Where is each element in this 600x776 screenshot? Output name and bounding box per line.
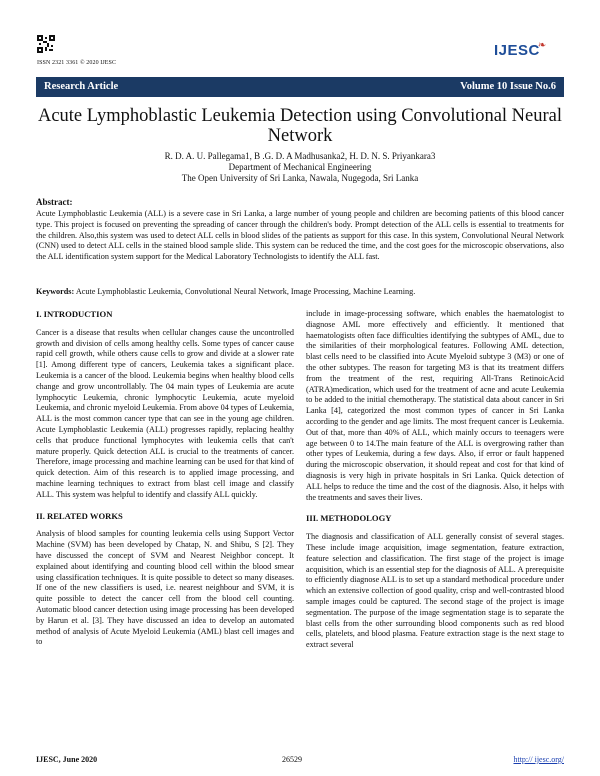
logo-text: IJESC bbox=[494, 42, 540, 59]
abstract-text: Acute Lymphoblastic Leukemia (ALL) is a severe case in Sri Lanka, a large number of young people and children are becoming patients of this blood cancer type. This project is focused on preventing the spreading of cancer through the children's body. Prompt detection of the ALL cells is essential to treatments for the children. Also,this system was used to detect ALL cells in blood slides of the patients as support for this case. In this system, Convolutional Neural Network (CNN) used to detect ALL cells in the stained blood sample slide. This system can be reduced the time, and the cost goes for the microscopic observations, also the ALL identification system support for the Medical Laboratory Technologists to identify the ALL fast. bbox=[36, 209, 564, 262]
volume-issue: Volume 10 Issue No.6 bbox=[460, 81, 556, 92]
author-block bbox=[36, 151, 564, 184]
intro-paragraph: Cancer is a disease that results when cellular changes cause the uncontrolled growth and division of cells among healthy cells. Some types of cancer cause rapid cell growth, while others cause cells to grow and divide at a slower rate [1]. Among different type of cancers, Leukemia takes a significant place. Leukemia is a cancer of the blood. Leukemia begins when healthy blood cells change and grow uncontrollably. The 04 main types of Leukemia are acute lymphocytic Leukemia, chronic lymphocytic Leukemia, acute myeloid Leukemia, and chronic myeloid Leukemia. From above 04 types of Leukemia, ALL is the most common cancer type that can see in the young age children. Acute Lymphoblastic Leukemia (ALL) progresses rapidly, replacing healthy cells that produce functional lymphocytes with leukemia cells that can't mature properly. Quick detection ALL is crucial to the treatments of cancer. Therefore, image processing and machine learning can be used for that kind of quick detection. Aim of this research is to applied image processing, and machine learning techniques to extract from blast cell image and classify ALL. This system was helpful to identify and classify ALL quickly. bbox=[36, 327, 294, 499]
method-heading: III. METHODOLOGY bbox=[306, 513, 392, 524]
right-column bbox=[306, 309, 564, 661]
page-number: 26529 bbox=[282, 755, 302, 764]
footer-journal-date: IJESC, June 2020 bbox=[36, 755, 98, 764]
paper-title: Acute Lymphoblastic Leukemia Detection using Convolutional Neural Network bbox=[37, 106, 563, 146]
abstract-heading: Abstract: bbox=[36, 197, 73, 207]
intro-heading: I. INTRODUCTION bbox=[36, 309, 113, 319]
keywords-label: Keywords: bbox=[36, 287, 75, 296]
related-continued-paragraph: include in image-processing software, which enables the haematologist to diagnose AML more effectively and efficiently. It mentioned that haematologists often face difficulties identifying the subtypes of AML, due to the similarities of their morphological features. Following AML detection, blast cells need to be classified into Acute Myeloid subtype 3 (M3) or one of the other subtypes. The reason for targeting M3 is that its treatment differs from the treatment of the rest, requiring All-Trans RetinoicAcid (ATRA)medication, which used for the treatment of acne and acute Leukemia to be added to the initial chemotherapy. The statistical data about cancer in Sri Lanka [4], categorized the most common types of cancer in Sri Lanka according to the gender and age limits. The most frequent cancer is Leukemia. Out of that, more than 40% of ALL, which mainly occurs to teenagers were age between 0 to 14.The main feature of the ALL is overgrowing rather than other types of Leukemia, during a few days. Also, if error or fault happened during the microscopic observation, it should repeat and cost for that kind of diagnosis is very high in private hospitals in Sri Lanka. Quick detection of ALL helps to reduce the time and the cost of the diagnosis. Also, it helps with the treatments and saves their lives. bbox=[306, 309, 564, 502]
article-type: Research Article bbox=[44, 81, 119, 92]
related-paragraph: Analysis of blood samples for counting leukemia cells using Support Vector Machine (SVM) has been developed by Chatap, N. and Shibu, S [2]. They have discussed the concept of SVM and Nearest Neighbor concept. It explained about identifying and counting blood cell within the blood smear using classification techniques. It is quite possible to detect so many diseases. If one of the new classifiers is used, i.e. nearest neighbour and SVM, it is quite possible to detect the cancer cell from the blood cell counting. Automatic blood cancer detection using image processing has been developed by Harun et al. [3]. They have discussed an idea to develop an automated method of analysis of Acute Myeloid Leukemia (AML) blast cell images and to bbox=[36, 529, 294, 647]
qr-code-icon bbox=[37, 35, 55, 53]
header-bar bbox=[36, 77, 564, 97]
keywords-text: Acute Lymphoblastic Leukemia, Convolutional Neural Network, Image Processing, Machine Learning. bbox=[75, 287, 416, 296]
keywords bbox=[36, 287, 564, 298]
issn-line: ISSN 2321 3361 © 2020 IJESC bbox=[37, 60, 117, 66]
journal-logo bbox=[494, 42, 549, 59]
university: The Open University of Sri Lanka, Nawala, Nugegoda, Sri Lanka bbox=[181, 173, 419, 183]
left-column bbox=[36, 309, 294, 658]
authors-line: R. D. A. U. Pallegama1, B .G. D. A Madhusanka2, H. D. N. S. Priyankara3 bbox=[164, 151, 436, 161]
department: Department of Mechanical Engineering bbox=[228, 162, 372, 172]
method-paragraph: The diagnosis and classification of ALL generally consist of several stages. These include image acquisition, image segmentation, feature extraction, feature selection and classification. The first stage of the project is image acquisition, which is an essential step for the diagnosis of ALL. A prerequisite to efficiently diagnose ALL is to set up a standard methodical procedure under which an extensive collection of good quality, crisp and well-contrasted blood sample images could be captured. The second stage of the project is image segmentation. The purpose of the image segmentation stage is to separate the blast cells from the other surrounding blood components such as red blood cells, platelets, and blood plasma. Feature extraction stage is the next stage to extract several bbox=[306, 532, 564, 650]
logo-swirl-icon: ❧ bbox=[537, 40, 547, 51]
related-heading: II. RELATED WORKS bbox=[36, 510, 123, 521]
journal-url-link[interactable]: http:// ijesc.org/ bbox=[513, 755, 564, 764]
